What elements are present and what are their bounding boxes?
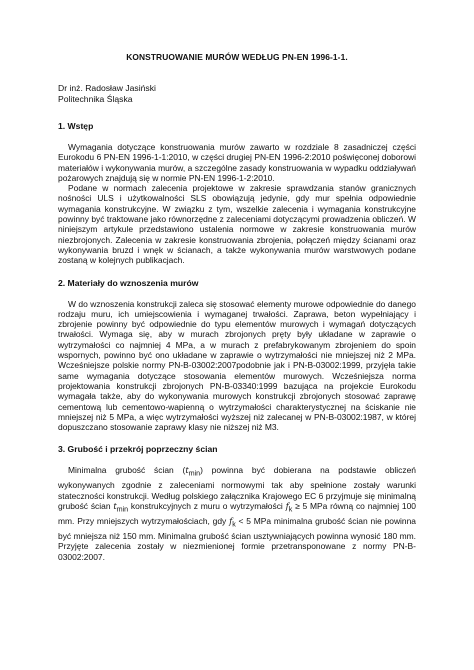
- text-run: < 5 MPa minimalna grubość ścian nie powinna być mniejsza niż 150 mm. Minimalna grubość ścian usztywniających powinna wynosić 180 mm. Przyjęte zalecenia zostały w niezmienionej formie przetransponowane z normy PN-B-03002:2007.: [58, 515, 416, 562]
- paragraph: Wymagania dotyczące konstruowania murów zawarto w rozdziale 8 zasadniczej części Eurokodu 6 PN-EN 1996-1-1:2010, w części drugiej PN-EN 1996-2:2010 poświęconej doborowi materiałów i wykonywania murów, a szczególne zasady konstruowania w wypadku oddziaływań pożarowych znajdują się w normie PN-EN 1996-1-2:2010.: [58, 142, 416, 183]
- section-heading: 2. Materiały do wznoszenia murów: [58, 277, 199, 288]
- author-name: Dr inż. Radosław Jasiński: [58, 83, 156, 93]
- text-run: ) powinna być dobierana na podstawie obliczeń wykonywanych zgodnie z zaleceniami normowymi tak aby spełnione zostały warunki stateczności konstrukcji. Według polskiego załącznika Krajowego EC 6 przyjmuje się minimalną grubość ścian: [58, 465, 416, 511]
- document-title: KONSTRUOWANIE MURÓW WEDŁUG PN-EN 1996-1-1.: [126, 52, 348, 62]
- subscript-min: min: [116, 506, 129, 514]
- section-introduction: [58, 121, 416, 266]
- text-run: ≥ 5 MPa równą co najmniej 100 mm. Przy mniejszych wytrzymałościach, gdy: [58, 501, 416, 526]
- section-materials: [58, 278, 416, 433]
- paragraph: Podane w normach zalecenia projektowe w zakresie sprawdzania stanów granicznych nośności ULS i użytkowalności SLS obowiązują jedynie, gdy mur spełnia odpowiednie wymagania konstrukcyjne. W związku z tym, wszelkie zalecenia i wymagania konstrukcyjne powinny być traktowane jako równorzędne z zaleceniami dotyczącymi prowadzenia obliczeń. W niniejszym artykule przedstawiono ustalenia normowe w zakresie konstruowania murów niezbrojonych. Zalecenia w zakresie konstruowania zbrojenia, połączeń między ścianami oraz wykonywania bruzd i wnęk w ścianach, a także wykonywania murów warstwowych podane zostaną w kolejnych publikacjach.: [58, 183, 416, 266]
- subscript-min: min: [188, 471, 201, 479]
- text-run: Minimalna grubość ścian (: [68, 465, 186, 476]
- section-heading: 3. Grubość i przekrój poprzeczny ścian: [58, 444, 218, 455]
- section-heading: 1. Wstęp: [58, 121, 94, 131]
- author-affiliation: Politechnika Śląska: [58, 94, 133, 104]
- author-block: [58, 83, 416, 105]
- subscript-k: k: [232, 521, 236, 529]
- paragraph: W do wznoszenia konstrukcji zaleca się stosować elementy murowe odpowiednie do danego rodzaju muru, ich umiejscowienia i wymaganej trwałości. Zaprawa, beton wypełniający i zbrojenie powinny być odpowiednie do typu elementów murowych i wymagań dotyczących trwałości. Wymaga się, aby w murach zbrojonych pręty były układane w zaprawie o wytrzymałości co najmniej 4 MPa, a w murach z prefabrykowanym zbrojeniem do spoin wspornych, powinno być ono układane w zaprawie o wytrzymałości nie mniejszej niż 2 MPa. Wcześniejsze polskie normy PN-B-03002:2007podobnie jak i PN-B-03002:1999, przyjęła takie same wymagania dotyczące stosowania elementów murowych. Wcześniejsza norma projektowania konstrukcji zbrojonych PN-B-03340:1999 bazująca na projekcie Eurokodu wymagała także, aby do wykonywania murowych konstrukcji zbrojonych stosować zaprawę cementową lub cementowo-wapienną o wytrzymałości charakterystycznej na ściskanie nie mniejszej niż 5 MPa, a więc wytrzymałości wyższej niż zalecanej w PN-B-03002:1987, w której dopuszczano stosowanie zaprawy klasy nie niższej niż M3.: [58, 298, 416, 433]
- symbol-t: t: [185, 465, 189, 476]
- subscript-k: k: [288, 506, 293, 514]
- symbol-f: f: [229, 515, 233, 526]
- paragraph: [58, 465, 416, 561]
- text-run: konstrukcyjnych z muru o wytrzymałości: [128, 501, 286, 511]
- symbol-f: f: [285, 501, 289, 511]
- section-wall-thickness: [58, 444, 416, 561]
- symbol-t: t: [113, 501, 117, 511]
